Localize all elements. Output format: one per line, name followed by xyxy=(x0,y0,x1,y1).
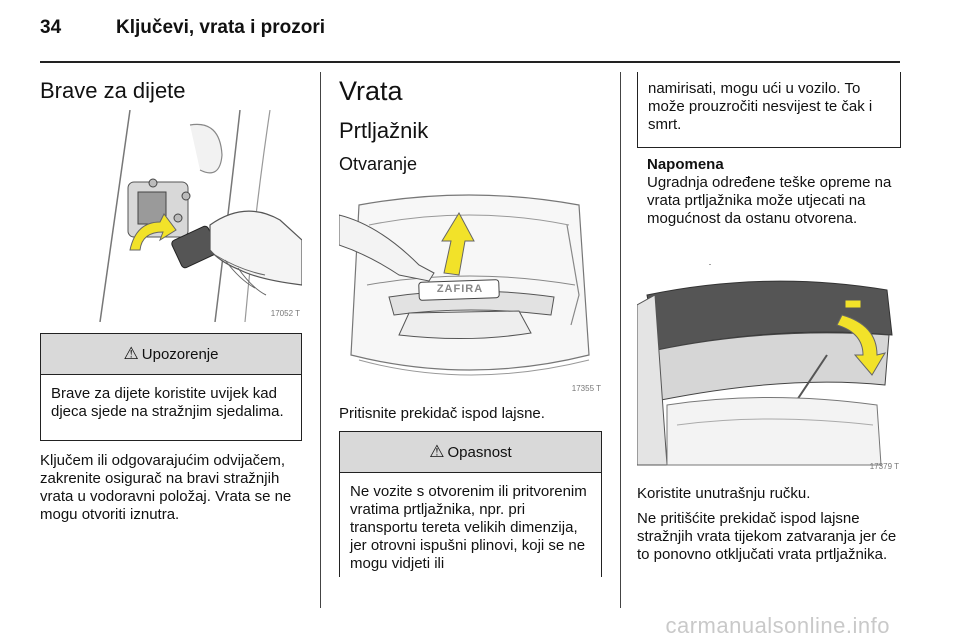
warning-triangle-icon: ⚠ xyxy=(123,344,139,363)
tailgate-closing-illustration xyxy=(637,265,901,475)
figure-number: 17379 T xyxy=(869,462,899,471)
figure-number: 17355 T xyxy=(571,384,601,393)
figure-child-lock xyxy=(40,110,302,322)
warning-text: Brave za dijete koristite uvijek kad djeca sjede na stražnjim sjedalima. xyxy=(51,385,284,420)
header-rule xyxy=(40,61,900,63)
subheading-tailgate: Prtljažnik xyxy=(339,118,429,143)
section-heading-child-locks: Brave za dijete xyxy=(40,78,186,103)
tailgate-open-instructions: Pritisnite prekidač ispod lajsne. xyxy=(339,405,545,422)
column-divider-1 xyxy=(320,72,321,608)
danger-box xyxy=(339,431,602,577)
warning-box-header xyxy=(41,334,301,375)
danger-box-header xyxy=(340,432,601,473)
figure-tailgate-closing xyxy=(637,265,901,475)
warning-box xyxy=(40,333,302,441)
danger-box-continued xyxy=(637,72,901,148)
warning-title: Upozorenje xyxy=(141,345,219,363)
chapter-title: Ključevi, vrata i prozori xyxy=(116,17,326,38)
note-title: Napomena xyxy=(647,156,724,173)
note-text: Ugradnja određene teške opreme na vrata prtljažnika može utjecati na mogućnost da ostanu otvorena. xyxy=(647,174,892,227)
warning-triangle-icon: ⚠ xyxy=(429,442,445,461)
child-lock-instructions: Ključem ili odgovarajućim odvijačem, zakrenite osigurač na bravi stražnjih vrata u vodoravni položaj. Vrata se ne mogu otvoriti iznutra. xyxy=(40,452,292,523)
watermark: carmanualsonline.info xyxy=(665,613,890,638)
section-heading-doors: Vrata xyxy=(339,76,403,106)
closing-instruction-1: Koristite unutrašnju ručku. xyxy=(637,485,811,502)
column-divider-2 xyxy=(620,72,621,608)
danger-text: Ne vozite s otvorenim ili pritvorenim vratima prtljažnika, npr. pri transportu tereta velikih dimenzija, jer otrovni ispušni plinovi, koji se ne mogu vidjeti ili xyxy=(350,483,587,572)
figure-number: 17052 T xyxy=(270,309,300,318)
figure-tailgate-opening xyxy=(339,185,603,397)
child-lock-illustration xyxy=(40,110,302,322)
subheading-opening: Otvaranje xyxy=(339,154,418,174)
danger-title: Opasnost xyxy=(447,443,512,461)
closing-instruction-2: Ne pritišćite prekidač ispod lajsne stražnjih vrata tijekom zatvaranja jer će to ponovno otključati vrata prtljažnika. xyxy=(637,510,897,563)
danger-text-continued: namirisati, mogu ući u vozilo. To može prouzročiti nesvijest te čak i smrt. xyxy=(648,80,873,133)
badge-zafira: ZAFIRA xyxy=(436,283,484,295)
page-number: 34 xyxy=(40,17,62,38)
